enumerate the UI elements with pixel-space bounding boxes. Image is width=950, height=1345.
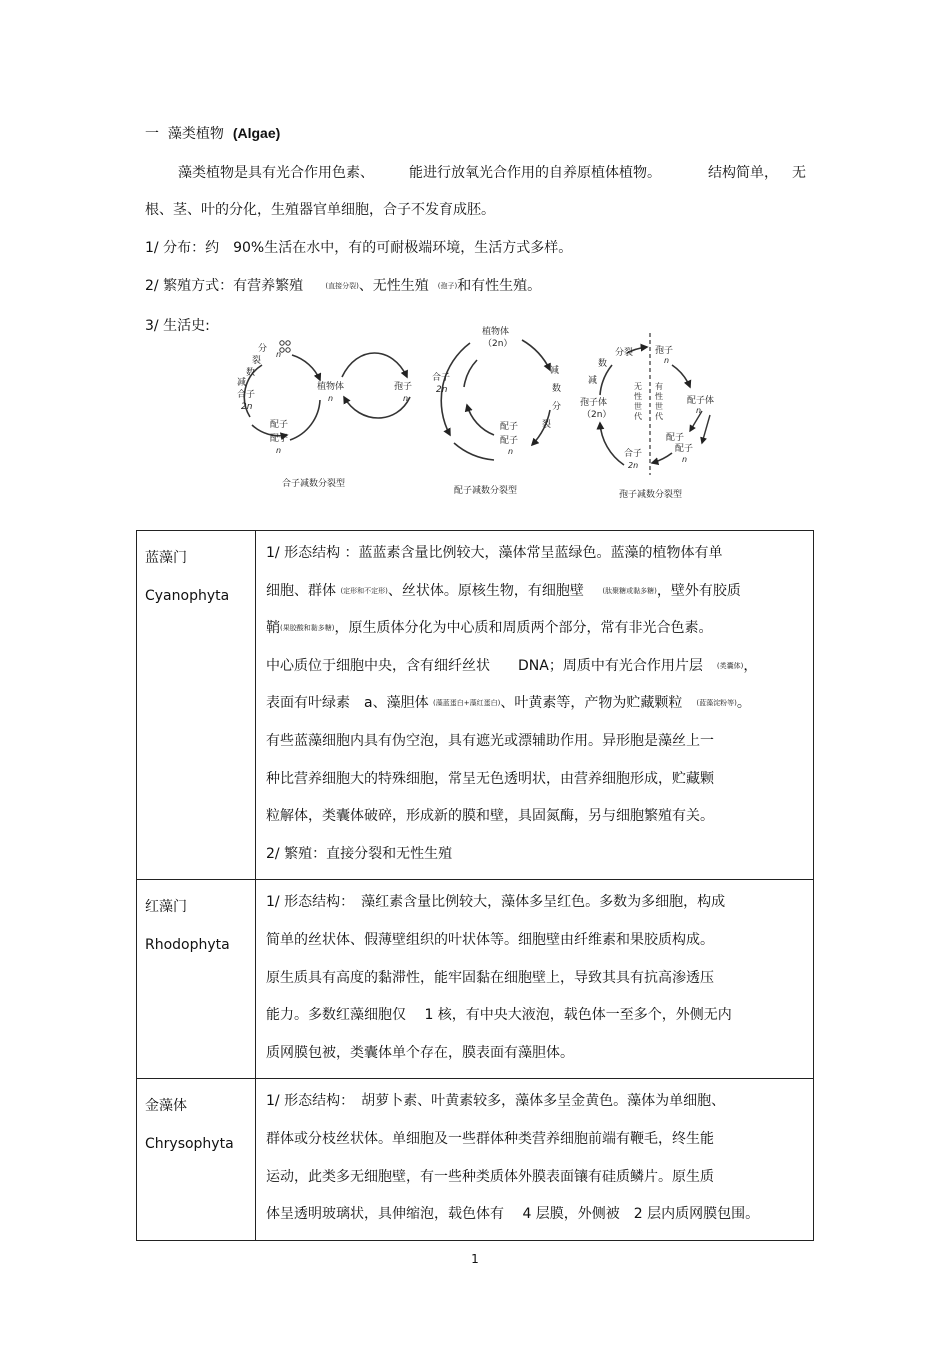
zygotic-meiosis-cycle — [237, 341, 412, 489]
description-line — [266, 1035, 807, 1073]
description-text: 1/ 形态结构 ：蓝蓝素含量比例较大，藻体常呈蓝绿色。蓝藻的植物体有单 — [266, 545, 723, 561]
description-text: 表面有叶绿素 a、藻胆体 — [266, 695, 434, 712]
life-history-label: 3/ 生活史: — [145, 318, 210, 334]
label-fen: 分 — [258, 344, 268, 354]
description-text: 粒解体，类囊体破碎，形成新的膜和壁，具固氮酶，另与细胞繁殖有关。 — [266, 808, 714, 825]
description-text: 1/ 形态结构： 胡萝卜素、叶黄素较多，藻体多呈金黄色。藻体为单细胞、 — [266, 1093, 726, 1110]
label-n: n — [508, 447, 514, 456]
description-text: 质网膜包被，类囊体单个存在，膜表面有藻胆体。 — [266, 1044, 574, 1061]
description-line — [266, 798, 807, 836]
heading-latin: (Algae) — [232, 125, 281, 141]
label-sexual: 世 — [655, 402, 663, 411]
phylum-latin: Cyanophyta — [145, 588, 230, 604]
intro-part-1: 藻类植物是具有光合作用色素、 — [178, 165, 374, 181]
description-text: 原生质具有高度的黏滞性，能牢固黏在细胞壁上，导致其具有抗高渗透压 — [266, 969, 714, 986]
annotation-text: (类囊体) — [716, 661, 744, 670]
arrow-to-zygote — [652, 453, 672, 463]
arrow-to-sporophyte — [600, 423, 624, 465]
arrow-to-gametophyte — [672, 365, 690, 387]
label-spore: 孢子 — [655, 346, 674, 356]
label-spore: 孢子 — [394, 382, 413, 392]
label-2n: 2n — [436, 385, 448, 395]
gametic-caption: 配子减数分裂型 — [454, 486, 518, 496]
label-gamete: 配子 — [675, 444, 694, 454]
arrow-spore-to-plant — [344, 397, 410, 418]
description-text: 能力。多数红藻细胞仅 1 核，有中央大液泡，载色体一至多个，外侧无内 — [266, 1007, 732, 1024]
label-jian: 减 — [588, 376, 598, 386]
heading-prefix: 一 — [145, 126, 159, 142]
description-line — [266, 723, 807, 761]
label-gamete: 配子 — [500, 436, 519, 446]
description-text: 1/ 形态结构： 藻红素含量比例较大，藻体多呈红色。多数为多细胞，构成 — [266, 894, 726, 911]
section-heading — [145, 123, 280, 144]
label-2n: （2n） — [582, 410, 612, 420]
label-sexual: 代 — [655, 412, 663, 421]
description-text: 群体或分枝丝状体。单细胞及一些群体种类营养细胞前端有鞭毛，终生能 — [266, 1130, 714, 1147]
label-fen: 分 — [615, 348, 625, 358]
phylum-latin: Chrysophyta — [145, 1136, 234, 1153]
intro-part-4: 无 — [792, 165, 806, 181]
description-text: 细胞、群体 — [266, 582, 341, 599]
table-row — [137, 1079, 814, 1240]
label-fen: 分 — [552, 402, 562, 412]
description-line — [266, 836, 807, 874]
label-n: n — [664, 356, 670, 365]
label-n: n — [696, 406, 702, 415]
life-cycle-diagram — [232, 325, 724, 505]
label-gamete: 配子 — [270, 434, 289, 444]
phylum-description-cell — [256, 1079, 814, 1240]
label-sexual: 有 — [655, 382, 663, 391]
description-line — [266, 535, 807, 573]
label-jian: 减 — [550, 366, 560, 376]
annotation-text: (定形和不定形) — [340, 586, 388, 595]
arrow-to-gamete — [702, 415, 710, 443]
label-gamete: 配子 — [666, 433, 685, 443]
phylum-name: 蓝藻门 — [145, 550, 187, 566]
label-shu: 数 — [552, 384, 562, 394]
arrow-outer-right — [522, 340, 550, 370]
annotation-text: (肽聚糖或黏多糖) — [602, 586, 657, 595]
description-text: 运动，此类多无细胞壁，有一些种类质体外膜表面镶有硅质鳞片。原生质 — [266, 1168, 714, 1185]
description-line — [266, 960, 807, 998]
description-text: 体呈透明玻璃状，具伸缩泡，载色体有 4 层膜，外侧被 2 层内质网膜包围。 — [266, 1206, 760, 1223]
description-text: ，原生质体分化为中心质和周质两个部分，常有非光合色素。 — [334, 620, 713, 637]
label-shu: 数 — [246, 368, 256, 378]
description-text: 简单的丝状体、假薄壁组织的叶状体等。细胞壁由纤维素和果胶质构成。 — [266, 931, 714, 948]
sporic-meiosis-cycle — [580, 333, 714, 500]
phylum-name: 红藻门 — [145, 899, 187, 916]
description-text: 。 — [736, 695, 751, 712]
description-text: 种比营养细胞大的特殊细胞，常呈无色透明状，由营养细胞形成，贮藏颗 — [266, 770, 714, 787]
intro-part-2: 能进行放氧光合作用的自养原植体植物。 — [409, 165, 661, 181]
label-2n: 2n — [241, 402, 253, 412]
label-sporophyte: 孢子体 — [580, 398, 608, 408]
description-text: 2/ 繁殖：直接分裂和无性生殖 — [266, 845, 453, 862]
description-line — [266, 1159, 807, 1197]
phylum-name: 金藻体 — [145, 1098, 187, 1115]
phylum-description-cell — [256, 880, 814, 1079]
description-line — [266, 573, 807, 611]
annotation-text: (果胶酸和黏多糖) — [280, 624, 335, 633]
description-text: ，壁外有胶质 — [656, 582, 741, 599]
reproduction-text: 2/ 繁殖方式：有营养繁殖 (直接分裂)、无性生殖 (孢子)和有性生殖。 — [145, 278, 542, 294]
description-line — [266, 1196, 807, 1234]
cell-circle — [280, 341, 284, 345]
table-row — [137, 880, 814, 1079]
description-text: ， — [743, 657, 758, 674]
description-text: 中心质位于细胞中央，含有细纤丝状 DNA；周质中有光合作用片层 — [266, 657, 717, 674]
label-lie: 裂 — [624, 348, 634, 358]
page-number: 1 — [471, 1252, 479, 1266]
description-line — [266, 761, 807, 799]
label-n: n — [682, 455, 688, 464]
label-jian: 减 — [237, 378, 247, 388]
distribution-text: 1/ 分布：约 90%生活在水中，有的可耐极端环境，生活方式多样。 — [145, 240, 573, 256]
cell-circle — [286, 341, 290, 345]
heading-title: 藻类植物 — [167, 126, 224, 142]
label-zygote: 合子 — [432, 373, 451, 383]
description-text: 鞘 — [266, 620, 280, 637]
label-n: n — [328, 394, 334, 403]
intro-line-2: 根、茎、叶的分化，生殖器官单细胞，合子不发育成胚。 — [145, 202, 495, 218]
label-plant-body: 植物体 — [317, 382, 345, 392]
description-text: 、丝状体。原核生物，有细胞壁 — [387, 582, 603, 599]
description-text: 有些蓝藻细胞内具有伪空泡，具有遮光或漂辅助作用。异形胞是藻丝上一 — [266, 732, 714, 749]
annotation-text: (蓝藻淀粉等) — [696, 699, 737, 708]
description-line — [266, 685, 807, 723]
phylum-name-cell — [137, 531, 256, 880]
description-line — [266, 648, 807, 686]
intro-part-3: 结构简单， — [708, 165, 778, 181]
label-2n: （2n） — [483, 339, 513, 349]
label-gametophyte: 配子体 — [687, 396, 715, 406]
phylum-latin: Rhodophyta — [145, 937, 230, 954]
label-asexual: 代 — [634, 412, 642, 421]
label-gamete: 配子 — [500, 422, 519, 432]
zygotic-caption: 合子减数分裂型 — [282, 479, 346, 489]
description-line — [266, 1121, 807, 1159]
arrow-division-to-plant — [292, 355, 320, 380]
phylum-name-cell — [137, 1079, 256, 1240]
cell-circle — [286, 348, 290, 352]
description-text: 、叶黄素等，产物为贮藏颗粒 — [500, 695, 697, 712]
label-lie: 裂 — [252, 356, 262, 366]
gametic-meiosis-cycle — [432, 325, 561, 496]
algae-phyla-table — [136, 530, 814, 1241]
phylum-description-cell — [256, 531, 814, 880]
label-lie: 裂 — [542, 420, 552, 430]
description-line — [266, 997, 807, 1035]
description-line — [266, 922, 807, 960]
phylum-name-cell — [137, 880, 256, 1079]
description-line — [266, 884, 807, 922]
table-row — [137, 531, 814, 880]
arrow-plant-to-spore — [342, 353, 407, 377]
label-asexual: 性 — [634, 392, 642, 401]
label-n: n — [276, 446, 282, 455]
annotation-text: (藻蓝蛋白+藻红蛋白) — [433, 699, 501, 708]
label-plant-body: 植物体 — [482, 327, 510, 337]
label-n: n — [276, 350, 282, 359]
arrow-inner — [467, 405, 494, 435]
description-line — [266, 1083, 807, 1121]
label-zygote: 合子 — [624, 449, 643, 459]
label-asexual: 世 — [634, 402, 642, 411]
label-gamete: 配子 — [270, 420, 289, 430]
label-sexual: 性 — [655, 392, 663, 401]
label-zygote: 合子 — [237, 390, 256, 400]
label-shu: 数 — [598, 359, 608, 369]
sporic-caption: 孢子减数分裂型 — [619, 490, 683, 500]
description-line — [266, 610, 807, 648]
label-asexual: 无 — [634, 382, 642, 391]
label-n: n — [403, 394, 409, 403]
label-2n: 2n — [628, 461, 639, 470]
